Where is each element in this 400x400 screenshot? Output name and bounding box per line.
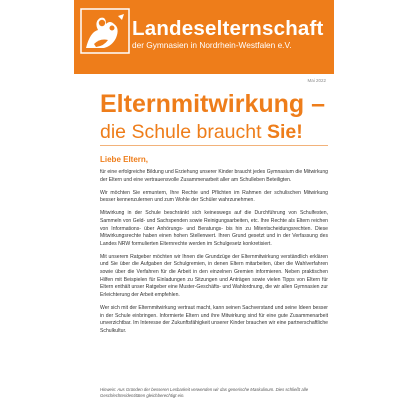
letter-body — [100, 155, 328, 341]
paragraph: Mitwirkung in der Schule beschränkt sich keineswegs auf die Durchführung von Schulfesten, Sammeln von Geld- und Sachspenden sowie Reinigungsarbeiten, etc. Ihre Rechte als Eltern reichen von Informations- über Anhörungs- und Beratungs- bis hin zu Mitentscheidungsrechten. Diese Mitwirkungsrechte haben einen hohen Stellenwert. Ihren Grund gesetzt und in der Verfassung des Landes NRW formulierten Elternrechte werden im Schulgesetz konkretisiert. — [100, 210, 328, 247]
edition-date: Mai 2022 — [307, 78, 326, 83]
headline — [100, 92, 330, 143]
footnote: Hinweis: Aus Gründen der besseren Lesbarkeit verwenden wir das generische Maskulinum. Dies schließt alle Geschlechteridentitäten gleichberechtigt ein. — [100, 387, 309, 398]
divider — [100, 145, 328, 146]
headline-line-2-text: die Schule braucht — [100, 121, 267, 143]
paragraph: Wer sich mit der Elternmitwirkung vertraut macht, kann seinen Sachverstand und seine Ideen besser in der Schule einbringen. Informierte Eltern und ihre Mitwirkung sind für eine gute Zusammenarbeit unverzichtbar. Im Interesse der Zukunftsfähigkeit unserer Kinder brauchen wir eine partnerschaftliche Schulkultur. — [100, 304, 328, 334]
headline-emphasis: Sie! — [266, 121, 303, 143]
paragraph: für eine erfolgreiche Bildung und Erziehung unserer Kinder braucht jedes Gymnasium die Mitwirkung der Eltern und eine vertrauensvolle Zusammenarbeit aller am Schulleben Beteiligten. — [100, 169, 328, 183]
headline-line-2 — [100, 123, 330, 143]
organization-name: Landeselternschaft — [132, 17, 324, 40]
organization-subtitle: der Gymnasien in Nordrhein-Westfalen e.V. — [132, 40, 292, 50]
header-banner — [74, 0, 334, 74]
headline-line-1: Elternmitwirkung – — [100, 90, 326, 118]
family-emblem-icon — [80, 8, 130, 54]
paragraph: Wir möchten Sie ermuntern, Ihre Rechte und Pflichten im Rahmen der schulischen Mitwirkung besser kennenzulernen und zum Wohle der Schüler wahrzunehmen. — [100, 189, 328, 204]
greeting: Liebe Eltern, — [100, 155, 149, 164]
paragraph: Mit unserem Ratgeber möchten wir Ihnen die Grundzüge der Elternmitwirkung verständlich erklären und Sie über die Aufgaben der Schulgremien, in denen Eltern mitarbeiten, über die Wahlverfahren sowie über die Verfahren für die Arbeit in den einzelnen Gremien informieren. Neben praktischen Hilfen mit Beispielen für Einladungen zu Sitzungen und Anträgen sowie vielen Tipps von Eltern für Eltern enthält unser Ratgeber eine Muster-Geschäfts- und Wahlordnung, die wir allen Gymnasien zur Erleichterung der Arbeit empfehlen. — [100, 253, 328, 298]
document-page — [74, 0, 334, 400]
